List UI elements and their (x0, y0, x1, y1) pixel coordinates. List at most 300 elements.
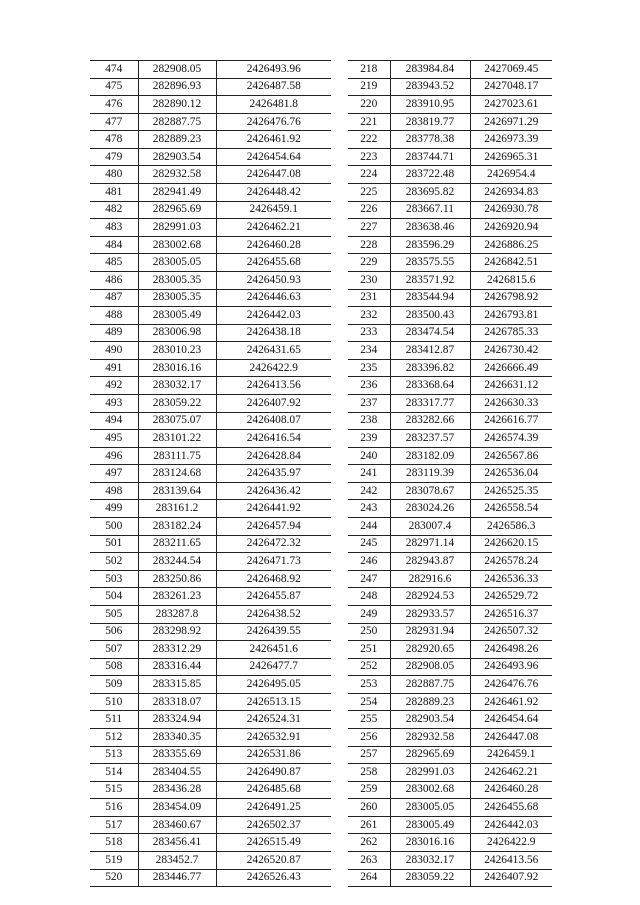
table-row (90, 641, 331, 659)
y-coordinate-cell: 2426930.78 (470, 201, 552, 219)
point-number-cell: 475 (90, 78, 138, 96)
x-coordinate-cell: 283667.11 (390, 201, 470, 219)
point-number-cell: 235 (348, 359, 390, 377)
x-coordinate-cell: 283032.17 (138, 377, 216, 395)
y-coordinate-cell: 2426481.8 (216, 96, 331, 114)
table-row (348, 201, 552, 219)
table-row (90, 746, 331, 764)
point-number-cell: 476 (90, 96, 138, 114)
table-row (90, 728, 331, 746)
point-number-cell: 231 (348, 289, 390, 307)
point-number-cell: 220 (348, 96, 390, 114)
point-number-cell: 228 (348, 236, 390, 254)
table-row (90, 166, 331, 184)
table-row (90, 271, 331, 289)
point-number-cell: 506 (90, 623, 138, 641)
point-number-cell: 480 (90, 166, 138, 184)
y-coordinate-cell: 2426455.87 (216, 588, 331, 606)
table-row (348, 693, 552, 711)
table-row (348, 728, 552, 746)
y-coordinate-cell: 2426487.58 (216, 78, 331, 96)
x-coordinate-cell: 283695.82 (390, 184, 470, 202)
point-number-cell: 503 (90, 570, 138, 588)
x-coordinate-cell: 283005.49 (390, 816, 470, 834)
y-coordinate-cell: 2426495.05 (216, 676, 331, 694)
table-row (90, 430, 331, 448)
point-number-cell: 512 (90, 728, 138, 746)
x-coordinate-cell: 282920.65 (390, 641, 470, 659)
point-number-cell: 487 (90, 289, 138, 307)
y-coordinate-cell: 2426574.39 (470, 430, 552, 448)
point-number-cell: 229 (348, 254, 390, 272)
x-coordinate-cell: 283454.09 (138, 799, 216, 817)
table-row (348, 342, 552, 360)
y-coordinate-cell: 2426448.42 (216, 184, 331, 202)
point-number-cell: 261 (348, 816, 390, 834)
coordinate-table-right (348, 60, 552, 887)
y-coordinate-cell: 2426630.33 (470, 394, 552, 412)
point-number-cell: 257 (348, 746, 390, 764)
y-coordinate-cell: 2426442.03 (470, 816, 552, 834)
table-row (348, 236, 552, 254)
point-number-cell: 264 (348, 869, 390, 887)
point-number-cell: 238 (348, 412, 390, 430)
table-row (90, 465, 331, 483)
y-coordinate-cell: 2426446.63 (216, 289, 331, 307)
x-coordinate-cell: 283943.52 (390, 78, 470, 96)
table-row (90, 500, 331, 518)
table-row (90, 78, 331, 96)
x-coordinate-cell: 283119.39 (390, 465, 470, 483)
y-coordinate-cell: 2426451.6 (216, 641, 331, 659)
point-number-cell: 495 (90, 430, 138, 448)
y-coordinate-cell: 2426476.76 (216, 113, 331, 131)
point-number-cell: 502 (90, 553, 138, 571)
table-row (348, 711, 552, 729)
table-row (90, 764, 331, 782)
table-row (90, 834, 331, 852)
y-coordinate-cell: 2426471.73 (216, 553, 331, 571)
y-coordinate-cell: 2427069.45 (470, 61, 552, 79)
point-number-cell: 241 (348, 465, 390, 483)
y-coordinate-cell: 2426785.33 (470, 324, 552, 342)
x-coordinate-cell: 282991.03 (390, 764, 470, 782)
y-coordinate-cell: 2426438.18 (216, 324, 331, 342)
table-row (348, 535, 552, 553)
table-row (348, 219, 552, 237)
point-number-cell: 496 (90, 447, 138, 465)
table-row (90, 377, 331, 395)
point-number-cell: 505 (90, 605, 138, 623)
y-coordinate-cell: 2426435.97 (216, 465, 331, 483)
table-row (348, 465, 552, 483)
y-coordinate-cell: 2426954.4 (470, 166, 552, 184)
point-number-cell: 243 (348, 500, 390, 518)
x-coordinate-cell: 283544.94 (390, 289, 470, 307)
table-row (90, 605, 331, 623)
y-coordinate-cell: 2426531.86 (216, 746, 331, 764)
x-coordinate-cell: 283237.57 (390, 430, 470, 448)
x-coordinate-cell: 282889.23 (138, 131, 216, 149)
table-row (348, 184, 552, 202)
table-row (348, 869, 552, 887)
y-coordinate-cell: 2426536.04 (470, 465, 552, 483)
point-number-cell: 477 (90, 113, 138, 131)
x-coordinate-cell: 283638.46 (390, 219, 470, 237)
table-row (348, 131, 552, 149)
x-coordinate-cell: 283316.44 (138, 658, 216, 676)
point-number-cell: 478 (90, 131, 138, 149)
x-coordinate-cell: 283984.84 (390, 61, 470, 79)
x-coordinate-cell: 283315.85 (138, 676, 216, 694)
table-row (348, 289, 552, 307)
table-row (348, 166, 552, 184)
table-row (348, 324, 552, 342)
y-coordinate-cell: 2426461.92 (216, 131, 331, 149)
point-number-cell: 510 (90, 693, 138, 711)
point-number-cell: 247 (348, 570, 390, 588)
x-coordinate-cell: 283412.87 (390, 342, 470, 360)
table-row (348, 61, 552, 79)
point-number-cell: 507 (90, 641, 138, 659)
y-coordinate-cell: 2426798.92 (470, 289, 552, 307)
y-coordinate-cell: 2426439.55 (216, 623, 331, 641)
y-coordinate-cell: 2426520.87 (216, 852, 331, 870)
x-coordinate-cell: 282887.75 (390, 676, 470, 694)
x-coordinate-cell: 283005.49 (138, 307, 216, 325)
point-number-cell: 479 (90, 148, 138, 166)
y-coordinate-cell: 2426431.65 (216, 342, 331, 360)
y-coordinate-cell: 2426493.96 (470, 658, 552, 676)
x-coordinate-cell: 283002.68 (390, 781, 470, 799)
point-number-cell: 232 (348, 307, 390, 325)
point-number-cell: 519 (90, 852, 138, 870)
table-row (90, 236, 331, 254)
point-number-cell: 234 (348, 342, 390, 360)
x-coordinate-cell: 283075.07 (138, 412, 216, 430)
point-number-cell: 249 (348, 605, 390, 623)
point-number-cell: 500 (90, 518, 138, 536)
x-coordinate-cell: 283005.05 (390, 799, 470, 817)
y-coordinate-cell: 2426730.42 (470, 342, 552, 360)
table-row (348, 588, 552, 606)
table-row (348, 447, 552, 465)
point-number-cell: 494 (90, 412, 138, 430)
table-row (348, 764, 552, 782)
x-coordinate-cell: 283474.54 (390, 324, 470, 342)
x-coordinate-cell: 282889.23 (390, 693, 470, 711)
x-coordinate-cell: 282931.94 (390, 623, 470, 641)
y-coordinate-cell: 2426532.91 (216, 728, 331, 746)
y-coordinate-cell: 2426524.31 (216, 711, 331, 729)
x-coordinate-cell: 283124.68 (138, 465, 216, 483)
x-coordinate-cell: 283460.67 (138, 816, 216, 834)
x-coordinate-cell: 282916.6 (390, 570, 470, 588)
table-row (348, 412, 552, 430)
y-coordinate-cell: 2426965.31 (470, 148, 552, 166)
y-coordinate-cell: 2426567.86 (470, 447, 552, 465)
y-coordinate-cell: 2426413.56 (216, 377, 331, 395)
y-coordinate-cell: 2426454.64 (216, 148, 331, 166)
x-coordinate-cell: 283024.26 (390, 500, 470, 518)
x-coordinate-cell: 282991.03 (138, 219, 216, 237)
table-row (90, 447, 331, 465)
table-row (348, 553, 552, 571)
table-row (90, 148, 331, 166)
point-number-cell: 244 (348, 518, 390, 536)
point-number-cell: 225 (348, 184, 390, 202)
x-coordinate-cell: 283182.09 (390, 447, 470, 465)
point-number-cell: 490 (90, 342, 138, 360)
table-row (90, 96, 331, 114)
table-row (90, 131, 331, 149)
y-coordinate-cell: 2426526.43 (216, 869, 331, 887)
table-row (90, 658, 331, 676)
table-row (348, 500, 552, 518)
y-coordinate-cell: 2426515.49 (216, 834, 331, 852)
table-row (348, 377, 552, 395)
x-coordinate-cell: 283007.4 (390, 518, 470, 536)
table-row (348, 307, 552, 325)
x-coordinate-cell: 283575.55 (390, 254, 470, 272)
x-coordinate-cell: 283596.29 (390, 236, 470, 254)
table-row (348, 359, 552, 377)
y-coordinate-cell: 2426422.9 (216, 359, 331, 377)
table-row (90, 623, 331, 641)
y-coordinate-cell: 2426666.49 (470, 359, 552, 377)
y-coordinate-cell: 2426442.03 (216, 307, 331, 325)
y-coordinate-cell: 2426507.32 (470, 623, 552, 641)
point-number-cell: 230 (348, 271, 390, 289)
point-number-cell: 248 (348, 588, 390, 606)
point-number-cell: 250 (348, 623, 390, 641)
table-row (348, 394, 552, 412)
x-coordinate-cell: 283059.22 (138, 394, 216, 412)
x-coordinate-cell: 283778.38 (390, 131, 470, 149)
y-coordinate-cell: 2426428.84 (216, 447, 331, 465)
table-row (90, 852, 331, 870)
table-row (348, 641, 552, 659)
x-coordinate-cell: 283396.82 (390, 359, 470, 377)
table-row (90, 711, 331, 729)
y-coordinate-cell: 2426407.92 (216, 394, 331, 412)
y-coordinate-cell: 2426971.29 (470, 113, 552, 131)
table-row (90, 219, 331, 237)
table-row (348, 799, 552, 817)
table-row (90, 184, 331, 202)
x-coordinate-cell: 283032.17 (390, 852, 470, 870)
x-coordinate-cell: 282903.54 (138, 148, 216, 166)
point-number-cell: 492 (90, 377, 138, 395)
point-number-cell: 518 (90, 834, 138, 852)
y-coordinate-cell: 2426455.68 (216, 254, 331, 272)
table-row (90, 482, 331, 500)
table-row (348, 676, 552, 694)
point-number-cell: 218 (348, 61, 390, 79)
y-coordinate-cell: 2426422.9 (470, 834, 552, 852)
point-number-cell: 233 (348, 324, 390, 342)
y-coordinate-cell: 2426450.93 (216, 271, 331, 289)
table-row (90, 781, 331, 799)
x-coordinate-cell: 282908.05 (138, 61, 216, 79)
x-coordinate-cell: 283744.71 (390, 148, 470, 166)
x-coordinate-cell: 283298.92 (138, 623, 216, 641)
y-coordinate-cell: 2426631.12 (470, 377, 552, 395)
x-coordinate-cell: 283355.69 (138, 746, 216, 764)
point-number-cell: 226 (348, 201, 390, 219)
x-coordinate-cell: 283282.66 (390, 412, 470, 430)
y-coordinate-cell: 2426498.26 (470, 641, 552, 659)
x-coordinate-cell: 282887.75 (138, 113, 216, 131)
point-number-cell: 509 (90, 676, 138, 694)
point-number-cell: 499 (90, 500, 138, 518)
y-coordinate-cell: 2426436.42 (216, 482, 331, 500)
point-number-cell: 237 (348, 394, 390, 412)
point-number-cell: 246 (348, 553, 390, 571)
point-number-cell: 224 (348, 166, 390, 184)
x-coordinate-cell: 283456.41 (138, 834, 216, 852)
table-row (90, 570, 331, 588)
table-row (90, 518, 331, 536)
y-coordinate-cell: 2426493.96 (216, 61, 331, 79)
y-coordinate-cell: 2426815.6 (470, 271, 552, 289)
x-coordinate-cell: 283722.48 (390, 166, 470, 184)
table-row (348, 78, 552, 96)
x-coordinate-cell: 283244.54 (138, 553, 216, 571)
x-coordinate-cell: 282943.87 (390, 553, 470, 571)
x-coordinate-cell: 283111.75 (138, 447, 216, 465)
table-row (90, 61, 331, 79)
x-coordinate-cell: 283910.95 (390, 96, 470, 114)
y-coordinate-cell: 2426461.92 (470, 693, 552, 711)
x-coordinate-cell: 282890.12 (138, 96, 216, 114)
point-number-cell: 483 (90, 219, 138, 237)
point-number-cell: 236 (348, 377, 390, 395)
x-coordinate-cell: 283078.67 (390, 482, 470, 500)
point-number-cell: 497 (90, 465, 138, 483)
x-coordinate-cell: 283250.86 (138, 570, 216, 588)
point-number-cell: 251 (348, 641, 390, 659)
point-number-cell: 498 (90, 482, 138, 500)
table-row (90, 359, 331, 377)
point-number-cell: 486 (90, 271, 138, 289)
point-number-cell: 508 (90, 658, 138, 676)
x-coordinate-cell: 283340.35 (138, 728, 216, 746)
y-coordinate-cell: 2427048.17 (470, 78, 552, 96)
point-number-cell: 239 (348, 430, 390, 448)
x-coordinate-cell: 283016.16 (138, 359, 216, 377)
point-number-cell: 263 (348, 852, 390, 870)
point-number-cell: 493 (90, 394, 138, 412)
point-number-cell: 484 (90, 236, 138, 254)
y-coordinate-cell: 2426454.64 (470, 711, 552, 729)
point-number-cell: 482 (90, 201, 138, 219)
table-row (90, 394, 331, 412)
table-row (348, 271, 552, 289)
y-coordinate-cell: 2426455.68 (470, 799, 552, 817)
x-coordinate-cell: 283500.43 (390, 307, 470, 325)
x-coordinate-cell: 283101.22 (138, 430, 216, 448)
table-row (90, 676, 331, 694)
x-coordinate-cell: 282932.58 (390, 728, 470, 746)
y-coordinate-cell: 2426459.1 (216, 201, 331, 219)
point-number-cell: 501 (90, 535, 138, 553)
y-coordinate-cell: 2426973.39 (470, 131, 552, 149)
y-coordinate-cell: 2426476.76 (470, 676, 552, 694)
point-number-cell: 511 (90, 711, 138, 729)
y-coordinate-cell: 2426462.21 (470, 764, 552, 782)
table-row (348, 113, 552, 131)
point-number-cell: 262 (348, 834, 390, 852)
x-coordinate-cell: 283161.2 (138, 500, 216, 518)
y-coordinate-cell: 2426459.1 (470, 746, 552, 764)
table-row (348, 834, 552, 852)
x-coordinate-cell: 282971.14 (390, 535, 470, 553)
point-number-cell: 474 (90, 61, 138, 79)
x-coordinate-cell: 283139.64 (138, 482, 216, 500)
table-row (90, 412, 331, 430)
y-coordinate-cell: 2426616.77 (470, 412, 552, 430)
table-row (90, 799, 331, 817)
y-coordinate-cell: 2427023.61 (470, 96, 552, 114)
table-row (348, 746, 552, 764)
y-coordinate-cell: 2426490.87 (216, 764, 331, 782)
table-row (90, 307, 331, 325)
point-number-cell: 227 (348, 219, 390, 237)
x-coordinate-cell: 283059.22 (390, 869, 470, 887)
y-coordinate-cell: 2426413.56 (470, 852, 552, 870)
x-coordinate-cell: 282924.53 (390, 588, 470, 606)
table-row (90, 201, 331, 219)
y-coordinate-cell: 2426477.7 (216, 658, 331, 676)
table-row (90, 869, 331, 887)
point-number-cell: 514 (90, 764, 138, 782)
point-number-cell: 513 (90, 746, 138, 764)
table-row (348, 781, 552, 799)
point-number-cell: 256 (348, 728, 390, 746)
table-row (348, 518, 552, 536)
table-row (90, 113, 331, 131)
y-coordinate-cell: 2426447.08 (216, 166, 331, 184)
x-coordinate-cell: 282896.93 (138, 78, 216, 96)
table-row (348, 816, 552, 834)
table-row (348, 148, 552, 166)
y-coordinate-cell: 2426416.54 (216, 430, 331, 448)
point-number-cell: 221 (348, 113, 390, 131)
x-coordinate-cell: 282941.49 (138, 184, 216, 202)
y-coordinate-cell: 2426460.28 (216, 236, 331, 254)
table-row (90, 693, 331, 711)
x-coordinate-cell: 283318.07 (138, 693, 216, 711)
y-coordinate-cell: 2426516.37 (470, 605, 552, 623)
point-number-cell: 517 (90, 816, 138, 834)
point-number-cell: 255 (348, 711, 390, 729)
table-row (90, 324, 331, 342)
x-coordinate-cell: 283317.77 (390, 394, 470, 412)
x-coordinate-cell: 283005.05 (138, 254, 216, 272)
y-coordinate-cell: 2426407.92 (470, 869, 552, 887)
point-number-cell: 260 (348, 799, 390, 817)
table-row (348, 430, 552, 448)
point-number-cell: 520 (90, 869, 138, 887)
y-coordinate-cell: 2426513.15 (216, 693, 331, 711)
x-coordinate-cell: 283571.92 (390, 271, 470, 289)
x-coordinate-cell: 283436.28 (138, 781, 216, 799)
x-coordinate-cell: 283016.16 (390, 834, 470, 852)
y-coordinate-cell: 2426457.94 (216, 518, 331, 536)
x-coordinate-cell: 283324.94 (138, 711, 216, 729)
table-row (348, 254, 552, 272)
